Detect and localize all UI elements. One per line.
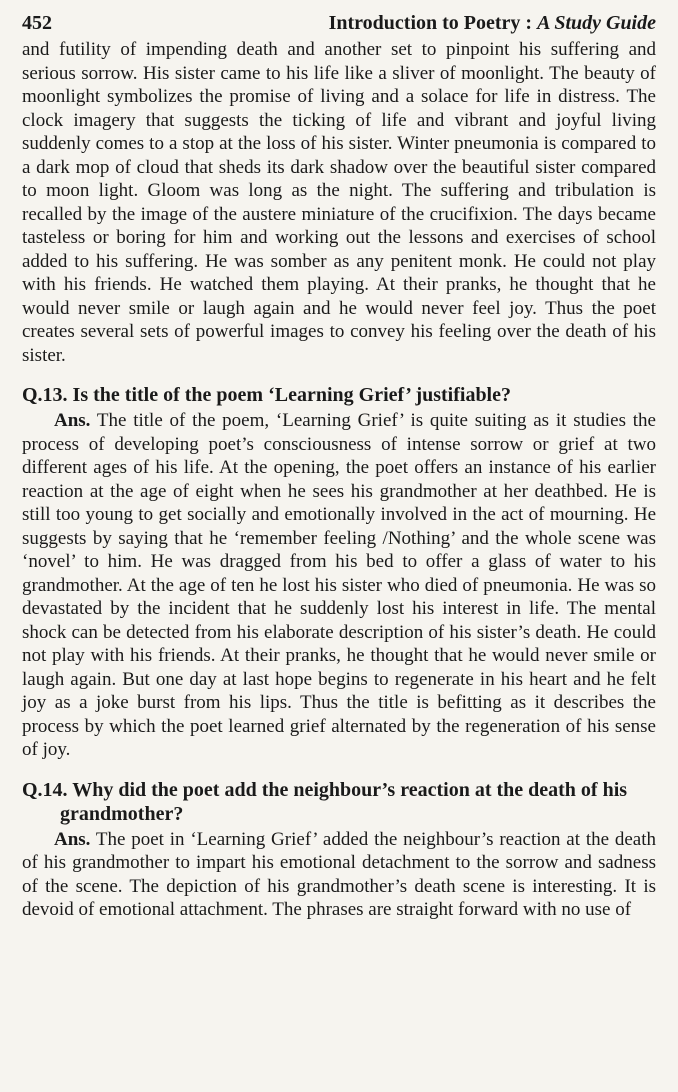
answer-14-text: The poet in ‘Learning Grief’ added the neighbour’s reaction at the death of his grandmother to impart his emotional detachment to the sorrow and sadness of the scene. The depiction of his grandmother’s death scene is interesting. It is devoid of emotional attachment. The phrases are straight forward with no use of [22,828,656,920]
answer-13-text: The title of the poem, ‘Learning Grief’ is quite suiting as it studies the process of developing poet’s consciousness of intense sorrow or grief at two different ages of his life. At the opening, the poet offers an instance of his earlier reaction at the age of eight when he sees his grandmother at her deathbed. He is still too young to get socially and emotionally involved in the act of mourning. He suggests by saying that he ‘remember feeling /Nothing’ and the whole scene was ‘novel’ to him. He was dragged from his bed to offer a glass of water to his grandmother. At the age of ten he lost his sister who died of pneumonia. He was so devastated by the incident that he suddenly lost his interest in life. The mental shock can be detected from his elaborate description of his sister’s death. He could not play with his friends. At their pranks, he thought that he would never smile or laugh again. But one day at last hope begins to regenerate in his heart and he felt joy as a joke burst from his lips. Thus the title is befitting as it describes the process by which the poet learned grief alternated by the regeneration of his sense of joy. [22,410,656,760]
page-number: 452 [22,12,52,34]
answer-13-label: Ans. [54,410,91,431]
running-header [22,10,656,36]
question-13: Q.13. Is the title of the poem ‘Learning Grief’ justifiable? [22,384,511,406]
book-title-main: Introduction to Poetry : [328,12,538,34]
question-14: Q.14. Why did the poet add the neighbour’s reaction at the death of his grandmother? [22,778,628,825]
book-title [329,10,656,36]
answer-14 [22,828,656,922]
answer-14-label: Ans. [54,828,91,850]
answer-13 [22,409,656,762]
book-title-subtitle: A Study Guide [537,12,656,34]
continuation-paragraph: and futility of impending death and another set to pinpoint his suffering and serious sorrow. His sister came to his life like a sliver of moonlight. The beauty of moonlight symbolizes the promise of living and a solace for life in distress. The clock imagery that suggests the ticking of life and vibrant and joyful living suddenly comes to a stop at the loss of his sister. Winter pneumonia is compared to a dark mop of cloud that sheds its dark shadow over the beautiful sister compared to moon light. Gloom was long as the night. The suffering and tribulation is recalled by the image of the austere miniature of the crucifixion. The days became tasteless or boring for him and working out the lessons and exercises of school added to his suffering. He was somber as any penitent monk. He could not play with his friends. He watched them playing. At their pranks, he thought that he would never smile or laugh again and he would never feel joy. Thus the poet creates several sets of powerful images to convey his feeling over the death of his sister. [22,39,656,366]
